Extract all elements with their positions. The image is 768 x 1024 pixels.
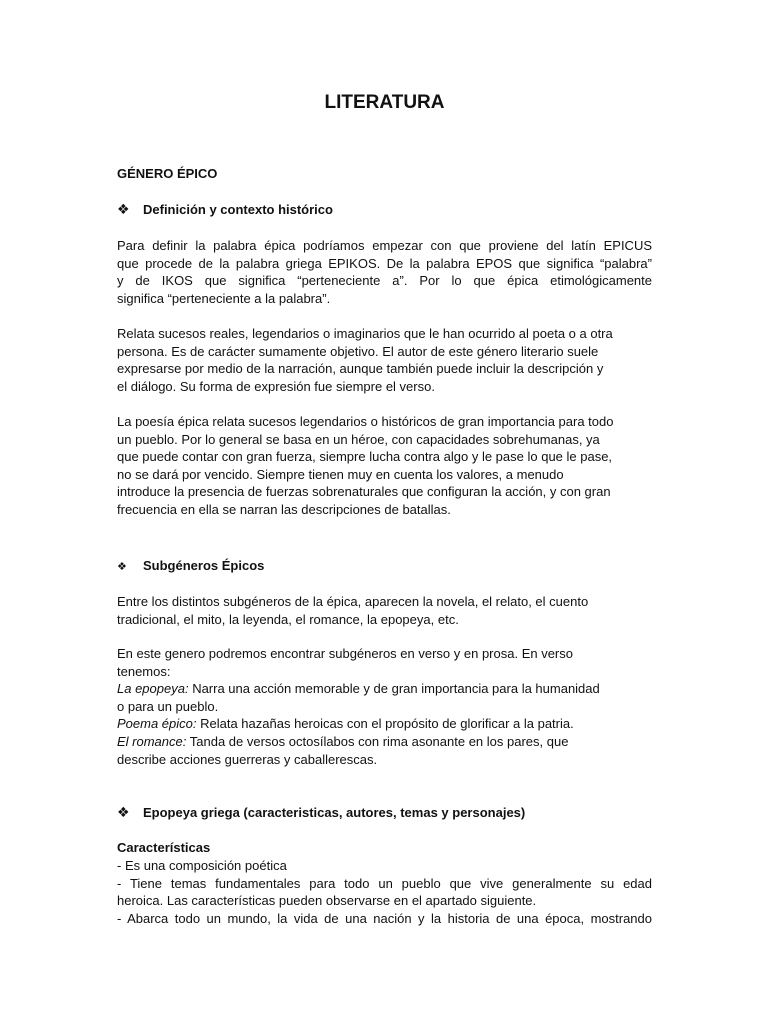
text-line: y de IKOS que significa “perteneciente a”. Por lo que épica etimológicamente bbox=[117, 273, 652, 289]
text-line: Entre los distintos subgéneros de la épica, aparecen la novela, el relato, el cuento bbox=[117, 594, 589, 609]
document-page bbox=[117, 0, 652, 1024]
definition-poema-epico bbox=[117, 715, 652, 733]
text-line: un pueblo. Por lo general se basa en un héroe, con capacidades sobrehumanas, ya bbox=[117, 431, 600, 447]
definition-text: Relata hazañas heroicas con el propósito de glorificar a la patria. bbox=[196, 716, 574, 732]
definition-text: Tanda de versos octosílabos con rima asonante en los pares, que bbox=[186, 733, 569, 749]
text-line: no se dará por vencido. Siempre tienen muy en cuenta los valores, a menudo bbox=[117, 466, 564, 482]
paragraph-verse-subgenres bbox=[117, 645, 652, 768]
text-line: Para definir la palabra épica podríamos empezar con que proviene del latín EPICUS bbox=[117, 238, 652, 253]
paragraph-subgenres-list bbox=[117, 593, 652, 628]
section-heading-subgenres bbox=[117, 557, 264, 577]
section-heading-definition bbox=[117, 201, 333, 219]
section-heading-greek-epic bbox=[117, 804, 525, 822]
definition-epopeya bbox=[117, 680, 652, 698]
genre-heading: GÉNERO ÉPICO bbox=[117, 166, 218, 181]
diamond-bullet-icon: ❖ bbox=[117, 201, 130, 217]
paragraph-description bbox=[117, 325, 652, 395]
diamond-bullet-icon: ❖ bbox=[117, 561, 127, 573]
text-line: frecuencia en ella se narran las descripciones de batallas. bbox=[117, 501, 451, 517]
text-line: En este genero podremos encontrar subgéneros en verso y en prosa. En verso bbox=[117, 646, 573, 661]
term-romance: El romance: bbox=[117, 733, 187, 749]
text-line: persona. Es de carácter sumamente objetivo. El autor de este género literario suele bbox=[117, 343, 599, 359]
text-line: el diálogo. Su forma de expresión fue siempre el verso. bbox=[117, 378, 435, 394]
text-line: que puede contar con gran fuerza, siempre lucha contra algo y le pase lo que le pase, bbox=[117, 449, 613, 465]
list-characteristics bbox=[117, 857, 652, 927]
text-line: heroica. Las características pueden observarse en el apartado siguiente. bbox=[117, 893, 537, 909]
section-heading-text: Definición y contexto histórico bbox=[143, 202, 333, 217]
section-heading-text: Epopeya griega (caracteristicas, autores, temas y personajes) bbox=[143, 805, 526, 820]
list-item: - Abarca todo un mundo, la vida de una nación y la historia de una época, mostrando bbox=[117, 910, 652, 926]
definition-romance bbox=[117, 733, 652, 751]
term-poema-epico: Poema épico: bbox=[117, 716, 197, 732]
list-item: - Es una composición poética bbox=[117, 858, 287, 873]
term-epopeya: La epopeya: bbox=[117, 681, 189, 697]
text-line: describe acciones guerreras y caballerescas. bbox=[117, 751, 378, 767]
list-item: - Tiene temas fundamentales para todo un pueblo que vive generalmente su edad bbox=[117, 875, 652, 891]
text-line: La poesía épica relata sucesos legendarios o históricos de gran importancia para todo bbox=[117, 414, 614, 429]
paragraph-etymology bbox=[117, 237, 652, 307]
text-line: Relata sucesos reales, legendarios o imaginarios que le han ocurrido al poeta o a otra bbox=[117, 326, 613, 341]
text-line: introduce la presencia de fuerzas sobrenaturales que configuran la acción, y con gran bbox=[117, 484, 611, 500]
diamond-bullet-icon: ❖ bbox=[117, 804, 130, 820]
subheading-characteristics: Características bbox=[117, 840, 211, 855]
paragraph-epic-poetry bbox=[117, 413, 652, 519]
text-line: tradicional, el mito, la leyenda, el romance, la epopeya, etc. bbox=[117, 611, 459, 627]
section-heading-text: Subgéneros Épicos bbox=[143, 558, 265, 573]
text-line: tenemos: bbox=[117, 663, 171, 679]
text-line: significa “perteneciente a la palabra”. bbox=[117, 290, 331, 306]
text-line: expresarse por medio de la narración, aunque también puede incluir la descripción y bbox=[117, 361, 604, 377]
definition-text: Narra una acción memorable y de gran importancia para la humanidad bbox=[188, 681, 600, 697]
document-title: LITERATURA bbox=[324, 92, 445, 113]
text-line: que procede de la palabra griega EPIKOS. De la palabra EPOS que significa “palabra” bbox=[117, 255, 652, 271]
text-line: o para un pueblo. bbox=[117, 698, 219, 714]
